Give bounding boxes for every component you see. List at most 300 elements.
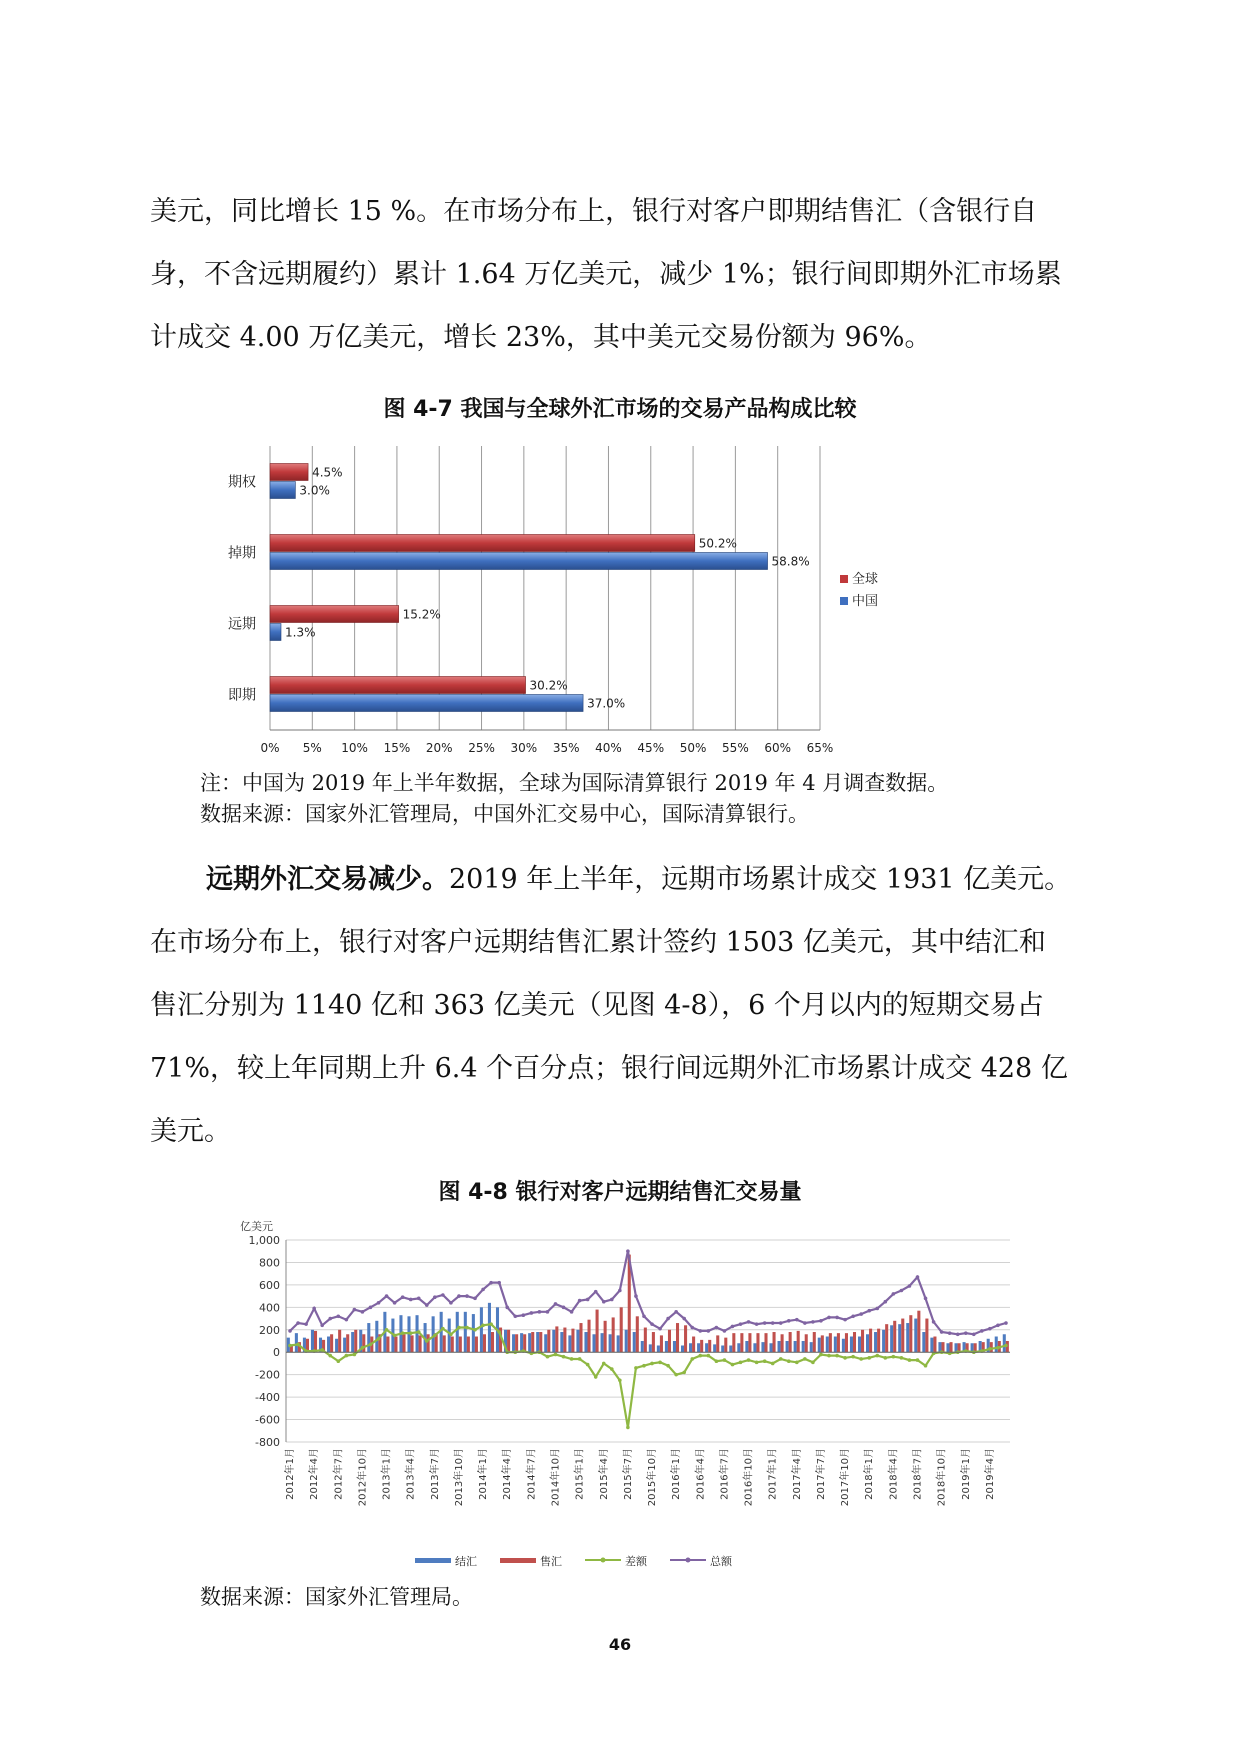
- point-总额: [843, 1318, 847, 1322]
- x-tick-label: 2012年4月: [309, 1448, 321, 1500]
- point-总额: [369, 1306, 373, 1310]
- bar-结汇: [697, 1343, 700, 1352]
- bar-售汇: [483, 1334, 486, 1352]
- point-总额: [715, 1326, 719, 1330]
- x-tick-label: 2016年10月: [743, 1448, 755, 1507]
- x-tick-label: 2018年7月: [912, 1448, 924, 1500]
- figure-2-title: 图 4-8 银行对客户远期结售汇交易量: [438, 1180, 802, 1205]
- bar-结汇: [689, 1343, 692, 1352]
- bar-结汇: [601, 1333, 604, 1352]
- point-差额: [288, 1344, 292, 1348]
- point-差额: [924, 1364, 928, 1368]
- point-总额: [505, 1306, 509, 1310]
- point-差额: [377, 1337, 381, 1341]
- bar-售汇: [354, 1330, 357, 1352]
- point-差额: [618, 1378, 622, 1382]
- bar-结汇: [761, 1342, 764, 1352]
- point-差额: [835, 1354, 839, 1358]
- x-tick-label: 2019年4月: [984, 1448, 996, 1500]
- legend-label: 差额: [625, 1555, 647, 1568]
- bar-结汇: [480, 1307, 483, 1352]
- figure-1-notes: [200, 768, 1100, 830]
- point-总额: [401, 1295, 405, 1299]
- point-总额: [819, 1319, 823, 1323]
- bar-售汇: [459, 1337, 462, 1353]
- bar-售汇: [394, 1337, 397, 1353]
- point-总额: [513, 1315, 517, 1319]
- bar-结汇: [536, 1332, 539, 1352]
- point-总额: [996, 1323, 1000, 1327]
- intro-line-1: 美元，同比增长 15 %。在市场分布上，银行对客户即期结售汇（含银行自: [150, 196, 1038, 227]
- category-label: 即期: [228, 687, 256, 704]
- point-差额: [634, 1366, 638, 1370]
- point-总额: [546, 1310, 550, 1314]
- bar-售汇: [612, 1317, 615, 1352]
- bar-结汇: [617, 1335, 620, 1352]
- bar-结汇: [665, 1341, 668, 1352]
- data-label: 15.2%: [402, 607, 441, 622]
- figure-2-source: 数据来源：国家外汇管理局。: [200, 1585, 473, 1609]
- point-总额: [449, 1301, 453, 1305]
- point-差额: [610, 1367, 614, 1371]
- point-差额: [457, 1326, 461, 1330]
- x-tick-label: 2014年7月: [526, 1448, 538, 1500]
- bar-结汇: [858, 1337, 861, 1353]
- point-差额: [747, 1358, 751, 1362]
- point-差额: [336, 1359, 340, 1363]
- bar-售汇: [346, 1334, 349, 1352]
- point-差额: [707, 1354, 711, 1358]
- x-tick-label: 2017年1月: [767, 1448, 779, 1500]
- point-差额: [731, 1363, 735, 1367]
- bar-售汇: [579, 1323, 582, 1352]
- point-差额: [393, 1334, 397, 1338]
- data-label: 30.2%: [529, 678, 568, 693]
- body-lead: 远期外汇交易减少。: [206, 864, 449, 895]
- x-tick-label: 2015年1月: [574, 1448, 586, 1500]
- figure-1-title: 图 4-7 我国与全球外汇市场的交易产品构成比较: [383, 397, 857, 422]
- bar-结汇: [890, 1325, 893, 1352]
- point-总额: [932, 1320, 936, 1324]
- point-总额: [473, 1297, 477, 1301]
- x-tick-label: 2013年1月: [381, 1448, 393, 1500]
- point-差额: [369, 1343, 373, 1347]
- point-差额: [996, 1346, 1000, 1350]
- legend-swatch: [840, 575, 848, 583]
- x-tick-label: 25%: [468, 741, 495, 755]
- bar-售汇: [604, 1321, 607, 1352]
- bar-售汇: [676, 1323, 679, 1352]
- point-差额: [554, 1353, 558, 1357]
- point-总额: [578, 1299, 582, 1303]
- bar-售汇: [596, 1310, 599, 1353]
- point-总额: [345, 1318, 349, 1322]
- point-差额: [385, 1328, 389, 1332]
- legend-label: 总额: [710, 1555, 732, 1568]
- point-总额: [674, 1310, 678, 1314]
- bar-售汇: [732, 1333, 735, 1352]
- point-总额: [940, 1330, 944, 1334]
- x-tick-label: 2012年1月: [285, 1448, 296, 1500]
- bar-售汇: [933, 1337, 936, 1353]
- x-tick-label: 2018年1月: [864, 1448, 876, 1500]
- bar-结汇: [609, 1334, 612, 1352]
- bar-结汇: [528, 1333, 531, 1352]
- bar-售汇: [950, 1342, 953, 1352]
- bar-结汇: [472, 1314, 475, 1352]
- bar-售汇: [539, 1332, 542, 1352]
- bar-结汇: [753, 1343, 756, 1352]
- point-差额: [795, 1361, 799, 1365]
- bar-结汇: [576, 1330, 579, 1352]
- bar-售汇: [362, 1334, 365, 1352]
- x-tick-label: 2014年1月: [478, 1448, 490, 1500]
- point-总额: [698, 1329, 702, 1333]
- point-差额: [875, 1354, 879, 1358]
- point-差额: [867, 1356, 871, 1360]
- point-差额: [417, 1330, 421, 1334]
- data-label: 1.3%: [285, 625, 316, 640]
- point-差额: [843, 1356, 847, 1360]
- point-总额: [385, 1294, 389, 1298]
- point-差额: [361, 1346, 365, 1350]
- x-tick-label: 65%: [806, 741, 834, 755]
- bar-售汇: [901, 1319, 904, 1353]
- bar-售汇: [652, 1332, 655, 1352]
- bar-售汇: [821, 1335, 824, 1352]
- x-tick-label: 2018年4月: [888, 1448, 900, 1500]
- bar-售汇: [443, 1335, 446, 1352]
- point-总额: [634, 1294, 638, 1298]
- bar-结汇: [729, 1345, 732, 1352]
- point-总额: [811, 1320, 815, 1324]
- bar-结汇: [946, 1343, 949, 1352]
- point-差额: [674, 1373, 678, 1377]
- bar-售汇: [330, 1334, 333, 1352]
- point-差额: [465, 1326, 469, 1330]
- point-差额: [594, 1375, 598, 1379]
- point-总额: [682, 1317, 686, 1321]
- point-总额: [763, 1321, 767, 1325]
- point-总额: [875, 1307, 879, 1311]
- data-label: 58.8%: [771, 554, 810, 569]
- bar-结汇: [930, 1338, 933, 1353]
- bar-售汇: [547, 1330, 550, 1352]
- bar-售汇: [555, 1326, 558, 1352]
- bar-售汇: [789, 1332, 792, 1352]
- x-tick-label: 2014年4月: [502, 1448, 514, 1500]
- point-总额: [530, 1311, 534, 1315]
- point-总额: [457, 1294, 461, 1298]
- legend-label: 结汇: [455, 1555, 477, 1568]
- point-总额: [666, 1317, 670, 1321]
- point-差额: [851, 1355, 855, 1359]
- bar-结汇: [456, 1312, 459, 1352]
- point-差额: [578, 1357, 582, 1361]
- point-总额: [1004, 1321, 1008, 1325]
- point-总额: [594, 1290, 598, 1294]
- x-tick-label: 50%: [679, 741, 707, 755]
- bar-售汇: [531, 1332, 534, 1352]
- x-tick-label: 2016年4月: [695, 1448, 707, 1500]
- x-tick-label: 2013年4月: [405, 1448, 417, 1500]
- bar-结汇: [367, 1323, 370, 1352]
- point-差额: [1004, 1344, 1008, 1348]
- body-line-2: 在市场分布上，银行对客户远期结售汇累计签约 1503 亿美元，其中结汇和: [150, 927, 1046, 958]
- point-差额: [658, 1361, 662, 1365]
- point-总额: [497, 1281, 501, 1285]
- bar-结汇: [681, 1345, 684, 1352]
- bar-结汇: [520, 1333, 523, 1352]
- point-差额: [739, 1361, 743, 1365]
- bar-结汇: [464, 1312, 467, 1352]
- page-number: 46: [608, 1635, 632, 1654]
- point-差额: [602, 1362, 606, 1366]
- point-总额: [835, 1316, 839, 1320]
- x-tick-label: 2018年10月: [936, 1448, 948, 1507]
- bar-售汇: [419, 1335, 422, 1352]
- point-总额: [900, 1289, 904, 1293]
- x-tick-label: 40%: [595, 741, 622, 755]
- body-line-3: 售汇分别为 1140 亿和 363 亿美元（见图 4-8），6 个月以内的短期交易占: [150, 990, 1044, 1021]
- bar-中国: [270, 482, 295, 499]
- y-tick-label: 0: [273, 1346, 280, 1360]
- point-差额: [328, 1354, 332, 1358]
- x-tick-label: 2016年1月: [671, 1448, 683, 1500]
- point-差额: [570, 1357, 574, 1361]
- bar-售汇: [829, 1333, 832, 1352]
- point-总额: [353, 1308, 357, 1312]
- bar-售汇: [869, 1329, 872, 1353]
- point-差额: [779, 1357, 783, 1361]
- point-总额: [562, 1306, 566, 1310]
- bar-售汇: [716, 1335, 719, 1352]
- bar-结汇: [874, 1332, 877, 1352]
- figure-2-chart: [230, 1210, 1020, 1580]
- point-总额: [626, 1249, 630, 1253]
- bar-结汇: [641, 1341, 644, 1352]
- point-差额: [811, 1361, 815, 1365]
- point-总额: [441, 1293, 445, 1297]
- bar-售汇: [475, 1337, 478, 1353]
- data-label: 3.0%: [299, 483, 330, 498]
- point-差额: [690, 1357, 694, 1361]
- category-label: 远期: [228, 616, 256, 633]
- bar-售汇: [805, 1334, 808, 1352]
- point-总额: [425, 1303, 429, 1307]
- bar-售汇: [893, 1321, 896, 1352]
- point-总额: [393, 1301, 397, 1305]
- point-差额: [900, 1356, 904, 1360]
- point-总额: [892, 1292, 896, 1296]
- y-tick-label: -800: [255, 1436, 280, 1449]
- x-tick-label: 2014年10月: [550, 1448, 562, 1507]
- x-tick-label: 2013年10月: [454, 1448, 465, 1507]
- x-tick-label: 2012年7月: [333, 1448, 345, 1500]
- point-总额: [433, 1295, 437, 1299]
- point-总额: [964, 1331, 968, 1335]
- point-差额: [425, 1339, 429, 1343]
- point-差额: [642, 1364, 646, 1368]
- x-tick-label: 2017年10月: [840, 1448, 852, 1507]
- bar-中国: [270, 624, 281, 641]
- body-line-4: 71%，较上年同期上升 6.4 个百分点；银行间远期外汇市场累计成交 428 亿: [150, 1053, 1068, 1084]
- point-差额: [320, 1348, 324, 1352]
- bar-结汇: [721, 1345, 724, 1352]
- point-差额: [345, 1354, 349, 1358]
- y-tick-label: -400: [255, 1391, 280, 1405]
- bar-结汇: [737, 1343, 740, 1352]
- bar-结汇: [552, 1330, 555, 1352]
- point-总额: [787, 1319, 791, 1323]
- point-总额: [296, 1321, 300, 1325]
- legend-marker: [601, 1558, 606, 1563]
- bar-结汇: [882, 1330, 885, 1352]
- x-tick-label: 2017年7月: [816, 1448, 827, 1500]
- point-差额: [819, 1353, 823, 1357]
- point-总额: [328, 1317, 332, 1321]
- bar-结汇: [375, 1321, 378, 1352]
- point-总额: [803, 1321, 807, 1325]
- point-总额: [779, 1321, 783, 1325]
- point-总额: [956, 1332, 960, 1336]
- x-tick-label: 10%: [341, 741, 368, 755]
- body-first-line: 2019 年上半年，远期市场累计成交 1931 亿美元。: [449, 864, 1072, 895]
- bar-结汇: [1003, 1334, 1006, 1352]
- bar-结汇: [512, 1334, 515, 1352]
- point-差额: [827, 1354, 831, 1358]
- bar-售汇: [837, 1333, 840, 1352]
- bar-售汇: [402, 1334, 405, 1352]
- bar-结汇: [786, 1341, 789, 1352]
- point-总额: [884, 1300, 888, 1304]
- intro-line-2: 身，不含远期履约）累计 1.64 万亿美元，减少 1%；银行间即期外汇市场累: [150, 259, 1062, 290]
- bar-售汇: [427, 1334, 430, 1352]
- bar-售汇: [781, 1334, 784, 1352]
- bar-售汇: [571, 1329, 574, 1353]
- bar-结汇: [850, 1337, 853, 1353]
- point-总额: [707, 1329, 711, 1333]
- point-总额: [377, 1301, 381, 1305]
- bar-售汇: [660, 1335, 663, 1352]
- point-差额: [449, 1332, 453, 1336]
- bar-售汇: [684, 1325, 687, 1352]
- point-总额: [409, 1298, 413, 1302]
- bar-售汇: [797, 1331, 800, 1352]
- bar-结汇: [625, 1330, 628, 1352]
- category-label: 掉期: [228, 545, 256, 562]
- x-tick-label: 60%: [764, 741, 792, 755]
- point-总额: [924, 1297, 928, 1301]
- point-差额: [715, 1359, 719, 1363]
- point-总额: [795, 1318, 799, 1322]
- bar-全球: [270, 464, 308, 481]
- point-总额: [554, 1302, 558, 1306]
- point-差额: [497, 1330, 501, 1334]
- bar-售汇: [740, 1333, 743, 1352]
- point-差额: [433, 1334, 437, 1338]
- y-tick-label: 400: [259, 1301, 280, 1315]
- x-tick-label: 20%: [425, 741, 453, 755]
- bar-结汇: [802, 1341, 805, 1352]
- bar-全球: [270, 606, 399, 623]
- point-总额: [867, 1309, 871, 1313]
- point-差额: [296, 1343, 300, 1347]
- y-tick-label: -600: [255, 1413, 280, 1427]
- bar-全球: [270, 677, 526, 694]
- figure-1-note: 注：中国为 2019 年上半年数据，全球为国际清算银行 2019 年 4 月调查数据。: [200, 771, 949, 795]
- bar-结汇: [351, 1332, 354, 1352]
- bar-结汇: [335, 1339, 338, 1352]
- point-总额: [304, 1322, 308, 1326]
- bar-售汇: [748, 1333, 751, 1352]
- point-差额: [723, 1358, 727, 1362]
- point-总额: [771, 1321, 775, 1325]
- bar-售汇: [708, 1340, 711, 1352]
- point-总额: [465, 1294, 469, 1298]
- point-总额: [988, 1327, 992, 1331]
- bar-售汇: [925, 1319, 928, 1353]
- bar-售汇: [917, 1311, 920, 1353]
- point-差额: [787, 1359, 791, 1363]
- bar-结汇: [898, 1324, 901, 1352]
- bar-中国: [270, 553, 768, 570]
- point-总额: [336, 1315, 340, 1319]
- bar-结汇: [866, 1334, 869, 1352]
- bar-结汇: [778, 1341, 781, 1352]
- bar-结汇: [995, 1337, 998, 1353]
- bar-结汇: [834, 1337, 837, 1353]
- bar-售汇: [692, 1337, 695, 1353]
- bar-售汇: [644, 1328, 647, 1353]
- x-tick-label: 2016年7月: [719, 1448, 731, 1500]
- bar-结汇: [745, 1341, 748, 1352]
- bar-结汇: [914, 1319, 917, 1353]
- point-差额: [892, 1355, 896, 1359]
- point-差额: [481, 1323, 485, 1327]
- bar-售汇: [861, 1330, 864, 1352]
- point-差额: [353, 1353, 357, 1357]
- point-差额: [626, 1426, 630, 1430]
- bar-售汇: [515, 1334, 518, 1352]
- bar-售汇: [620, 1307, 623, 1352]
- point-差额: [666, 1364, 670, 1368]
- figure-1-chart: [200, 438, 1040, 760]
- bar-售汇: [885, 1324, 888, 1352]
- point-总额: [642, 1315, 646, 1319]
- x-tick-label: 35%: [552, 741, 580, 755]
- point-总额: [916, 1275, 920, 1279]
- bar-结汇: [544, 1334, 547, 1352]
- bar-售汇: [636, 1316, 639, 1352]
- bar-售汇: [338, 1330, 341, 1352]
- bar-结汇: [826, 1337, 829, 1353]
- point-总额: [755, 1322, 759, 1326]
- category-label: 期权: [228, 474, 256, 491]
- bar-结汇: [794, 1341, 797, 1352]
- point-差额: [441, 1327, 445, 1331]
- point-差额: [908, 1358, 912, 1362]
- x-tick-label: 2015年7月: [622, 1448, 634, 1500]
- data-label: 4.5%: [312, 465, 343, 480]
- point-差额: [771, 1362, 775, 1366]
- point-总额: [361, 1310, 365, 1314]
- bar-结汇: [657, 1345, 660, 1352]
- legend-label: 售汇: [540, 1555, 562, 1568]
- point-总额: [723, 1329, 727, 1333]
- point-差额: [698, 1354, 702, 1358]
- bar-结汇: [649, 1344, 652, 1352]
